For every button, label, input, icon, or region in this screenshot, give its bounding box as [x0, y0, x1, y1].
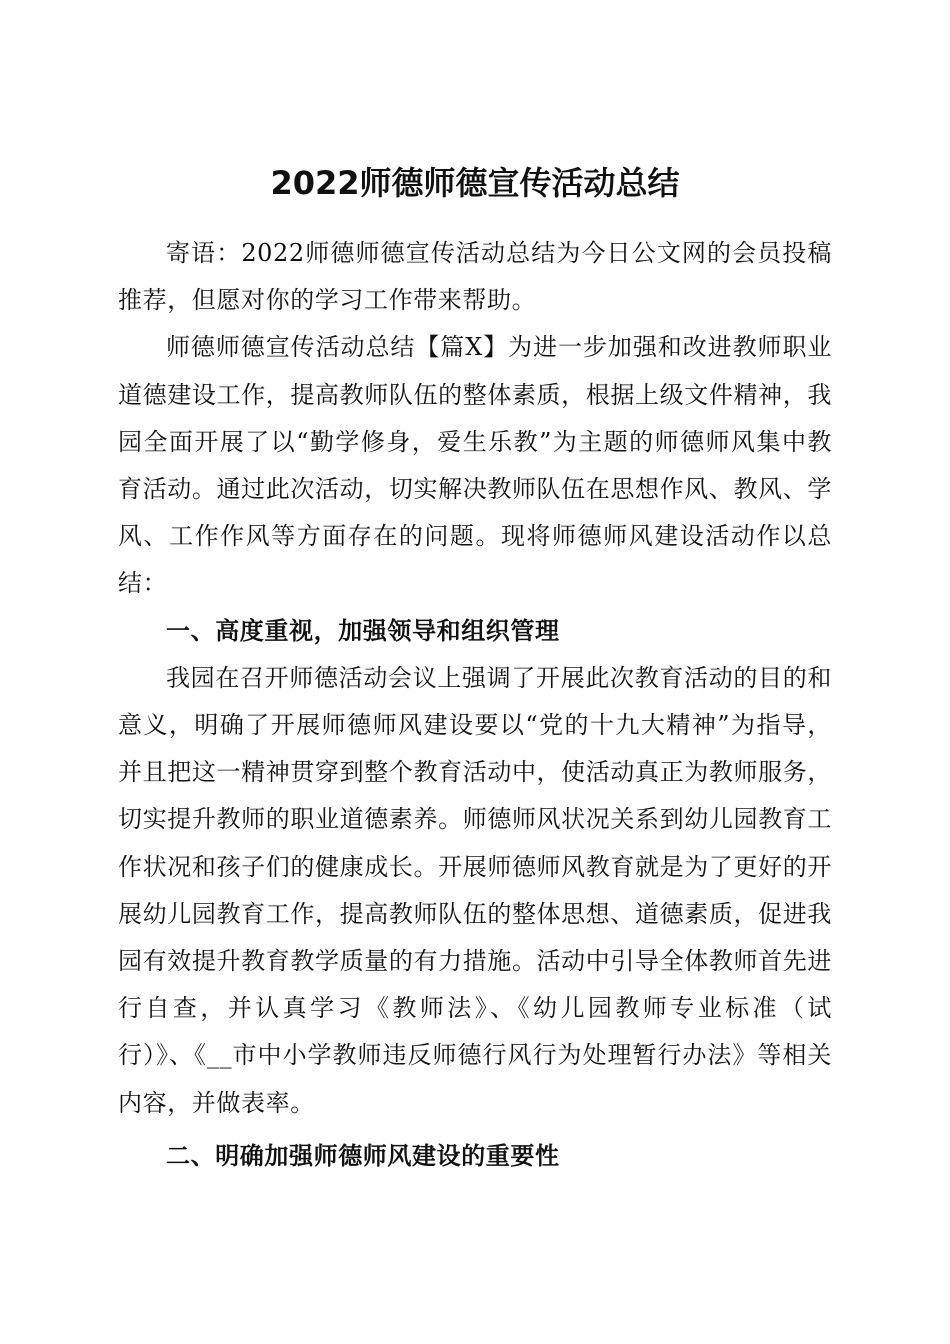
document-body	[118, 230, 832, 1180]
document-title: 2022师德师德宣传活动总结	[270, 164, 680, 203]
summary-paragraph: 师德师德宣传活动总结【篇X】为进一步加强和改进教师职业道德建设工作，提高教师队伍的整体素质，根据上级文件精神，我园全面开展了以“勤学修身，爱生乐教”为主题的师德师风集中教育活动。通过此次活动，切实解决教师队伍在思想作风、教风、学风、工作作风等方面存在的问题。现将师德师风建设活动作以总结：	[118, 333, 832, 598]
intro-paragraph: 寄语：2022师德师德宣传活动总结为今日公文网的会员投稿推荐，但愿对你的学习工作带来帮助。	[118, 239, 832, 315]
section-heading-1: 一、高度重视，加强领导和组织管理	[166, 616, 560, 645]
section-1-paragraph: 我园在召开师德活动会议上强调了开展此次教育活动的目的和意义，明确了开展师德师风建设要以“党的十九大精神”为指导，并且把这一精神贯穿到整个教育活动中，使活动真正为教师服务，切实提升教师的职业道德素养。师德师风状况关系到幼儿园教育工作状况和孩子们的健康成长。开展师德师风教育就是为了更好的开展幼儿园教育工作，提高教师队伍的整体思想、道德素质，促进我园有效提升教育教学质量的有力措施。活动中引导全体教师首先进行自查，并认真学习《教师法》、《幼儿园教师专业标准（试行）》、《__市中小学教师违反师德行风行为处理暂行办法》等相关内容，并做表率。	[118, 663, 832, 1117]
section-heading-2: 二、明确加强师德师风建设的重要性	[166, 1141, 560, 1170]
